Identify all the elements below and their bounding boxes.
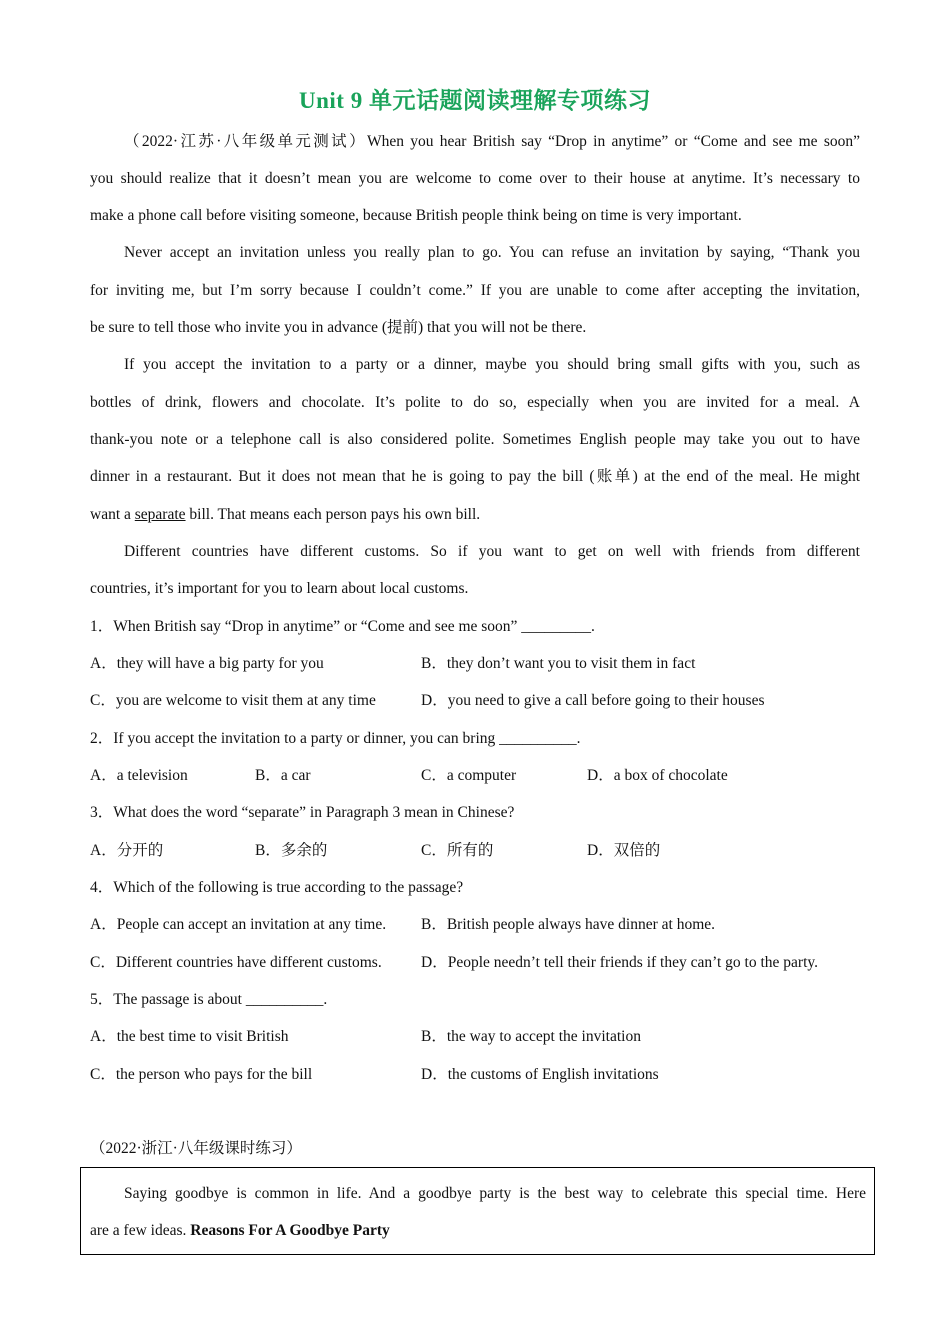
passage1-p3-line3: thank-you note or a telephone call is also considered polite. Sometimes English people may take you out to have — [90, 431, 860, 448]
passage1-p3-line4: dinner in a restaurant. But it does not mean that he is going to pay the bill (账单) at the end of the meal. He might — [90, 468, 860, 485]
question-1-option-b[interactable]: B．they don’t want you to visit them in fact — [421, 655, 696, 672]
passage2-line2-text: are a few ideas. — [90, 1222, 191, 1239]
question-3-option-b[interactable]: B．多余的 — [255, 842, 328, 859]
passage1-p1-text: When you hear British say “Drop in anytime” or “Come and see me soon” — [366, 133, 860, 150]
question-1-stem: 1．When British say “Drop in anytime” or “Come and see me soon” _________. — [90, 618, 595, 635]
question-5-option-c[interactable]: C．the person who pays for the bill — [90, 1066, 313, 1083]
question-5-option-a[interactable]: A．the best time to visit British — [90, 1028, 289, 1045]
question-3-stem: 3．What does the word “separate” in Paragraph 3 mean in Chinese? — [90, 804, 515, 821]
passage1-p1-line2: you should realize that it doesn’t mean you are welcome to come over to their house at anytime. It’s necessary to — [90, 170, 860, 187]
passage1-p2-line3: be sure to tell those who invite you in advance (提前) that you will not be there. — [90, 319, 587, 336]
question-4-option-d[interactable]: D．People needn’t tell their friends if they can’t go to the party. — [421, 954, 819, 971]
question-3-option-d[interactable]: D．双倍的 — [587, 842, 661, 859]
question-4-stem: 4．Which of the following is true according to the passage? — [90, 879, 464, 896]
underlined-word-separate: separate — [134, 506, 186, 523]
passage1-p3-line1: If you accept the invitation to a party or a dinner, maybe you should bring small gifts with you, such as — [124, 356, 860, 373]
question-1-option-d[interactable]: D．you need to give a call before going to their houses — [421, 692, 765, 709]
question-2-stem: 2．If you accept the invitation to a party or dinner, you can bring __________. — [90, 730, 581, 747]
passage1-p2-line1: Never accept an invitation unless you really plan to go. You can refuse an invitation by saying, “Thank you — [124, 244, 860, 261]
question-2-option-c[interactable]: C．a computer — [421, 767, 517, 784]
question-1-option-c[interactable]: C．you are welcome to visit them at any time — [90, 692, 376, 709]
question-5-stem: 5．The passage is about __________. — [90, 991, 328, 1008]
question-2-option-b[interactable]: B．a car — [255, 767, 311, 784]
passage2-heading-reasons: Reasons For A Goodbye Party — [190, 1222, 390, 1239]
passage1-source: （2022·江苏·八年级单元测试） — [124, 133, 367, 150]
passage1-p4-line1: Different countries have different customs. So if you want to get on well with friends from different — [124, 543, 860, 560]
passage1-p3-line5 — [90, 504, 860, 526]
passage1-p1-line3: make a phone call before visiting someone, because British people think being on time is very important. — [90, 207, 742, 224]
passage1-p4-line2: countries, it’s important for you to learn about local customs. — [90, 580, 469, 597]
question-1-option-a[interactable]: A．they will have a big party for you — [90, 655, 324, 672]
question-4-option-c[interactable]: C．Different countries have different customs. — [90, 954, 382, 971]
passage1-p3-line5-post: bill. That means each person pays his own bill. — [185, 506, 481, 523]
question-3-option-c[interactable]: C．所有的 — [421, 842, 494, 859]
passage1-p1-line1 — [124, 131, 860, 153]
question-2-option-d[interactable]: D．a box of chocolate — [587, 767, 728, 784]
passage1-p3-line5-pre: want a — [90, 506, 135, 523]
passage2-source: （2022·浙江·八年级课时练习） — [90, 1140, 302, 1157]
question-3-option-a[interactable]: A．分开的 — [90, 842, 164, 859]
question-4-option-b[interactable]: B．British people always have dinner at home. — [421, 916, 716, 933]
page-title: Unit 9 单元话题阅读理解专项练习 — [299, 88, 651, 113]
passage2-line2 — [90, 1220, 860, 1242]
passage1-p2-line2: for inviting me, but I’m sorry because I couldn’t come.” If you are unable to come after accepting the invitation, — [90, 282, 860, 299]
question-2-option-a[interactable]: A．a television — [90, 767, 188, 784]
question-5-option-b[interactable]: B．the way to accept the invitation — [421, 1028, 641, 1045]
passage1-p3-line2: bottles of drink, flowers and chocolate. It’s polite to do so, especially when you are invited for a meal. A — [90, 394, 860, 411]
question-5-option-d[interactable]: D．the customs of English invitations — [421, 1066, 659, 1083]
passage2-line1: Saying goodbye is common in life. And a goodbye party is the best way to celebrate this special time. Here — [124, 1185, 866, 1202]
question-4-option-a[interactable]: A．People can accept an invitation at any time. — [90, 916, 387, 933]
